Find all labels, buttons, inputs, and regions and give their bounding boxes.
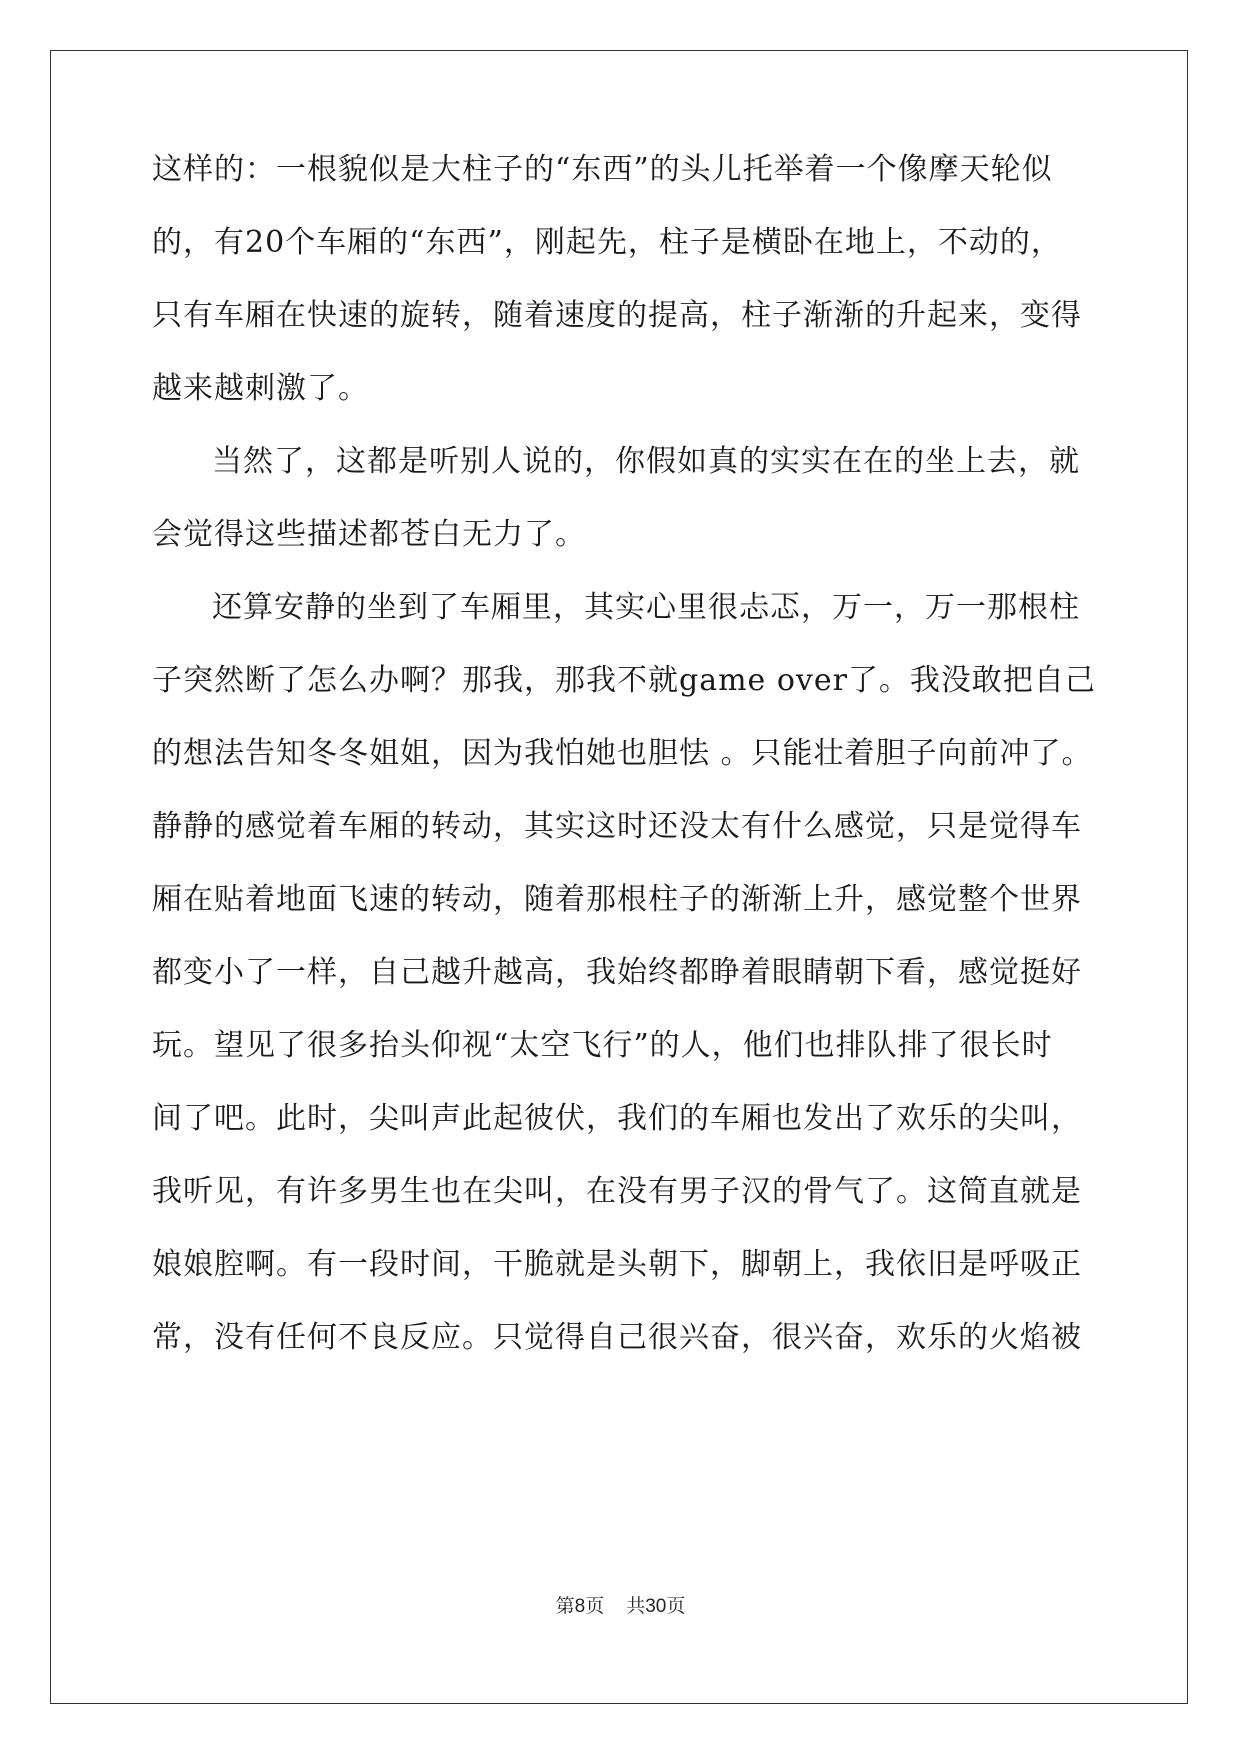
footer-page-number: 8 bbox=[574, 1596, 586, 1617]
body-line-13: 玩。望见了很多抬头仰视“太空飞行”的人，他们也排队排了很长时 bbox=[152, 1028, 1053, 1063]
footer-total-pages: 30 bbox=[645, 1596, 667, 1617]
body-line-7: 还算安静的坐到了车厢里，其实心里很忐忑，万一，万一那根柱 bbox=[212, 590, 1080, 625]
body-line-6: 会觉得这些描述都苍白无力了。 bbox=[152, 517, 586, 552]
body-line-11: 厢在贴着地面飞速的转动，随着那根柱子的渐渐上升，感觉整个世界 bbox=[152, 882, 1082, 917]
body-line-14: 间了吧。此时，尖叫声此起彼伏，我们的车厢也发出了欢乐的尖叫， bbox=[152, 1101, 1082, 1136]
body-line-1: 这样的：一根貌似是大柱子的“东西”的头儿托举着一个像摩天轮似 bbox=[152, 152, 1053, 187]
footer-page-suffix: 页 bbox=[585, 1595, 605, 1617]
body-line-17: 常，没有任何不良反应。只觉得自己很兴奋，很兴奋，欢乐的火焰被 bbox=[152, 1320, 1082, 1355]
body-line-10: 静静的感觉着车厢的转动，其实这时还没太有什么感觉，只是觉得车 bbox=[152, 809, 1082, 844]
body-line-8: 子突然断了怎么办啊？那我，那我不就game over了。我没敢把自己 bbox=[152, 663, 1096, 698]
body-line-15: 我听见，有许多男生也在尖叫，在没有男子汉的骨气了。这简直就是 bbox=[152, 1174, 1082, 1209]
body-line-3: 只有车厢在快速的旋转，随着速度的提高，柱子渐渐的升起来，变得 bbox=[152, 298, 1082, 333]
body-line-4: 越来越刺激了。 bbox=[152, 371, 369, 406]
footer-page-prefix: 第 bbox=[555, 1595, 575, 1617]
footer-total-suffix: 页 bbox=[666, 1595, 686, 1617]
body-line-2: 的，有20个车厢的“东西”，刚起先，柱子是横卧在地上，不动的， bbox=[152, 225, 1062, 260]
page-footer bbox=[0, 1594, 1241, 1619]
body-line-12: 都变小了一样，自己越升越高，我始终都睁着眼睛朝下看，感觉挺好 bbox=[152, 955, 1082, 990]
body-line-5: 当然了，这都是听别人说的，你假如真的实实在在的坐上去，就 bbox=[212, 444, 1080, 479]
body-line-16: 娘娘腔啊。有一段时间，干脆就是头朝下，脚朝上，我依旧是呼吸正 bbox=[152, 1247, 1082, 1282]
footer-total-prefix: 共 bbox=[626, 1595, 646, 1617]
body-line-9: 的想法告知冬冬姐姐，因为我怕她也胆怯 。只能壮着胆子向前冲了。 bbox=[152, 736, 1093, 771]
